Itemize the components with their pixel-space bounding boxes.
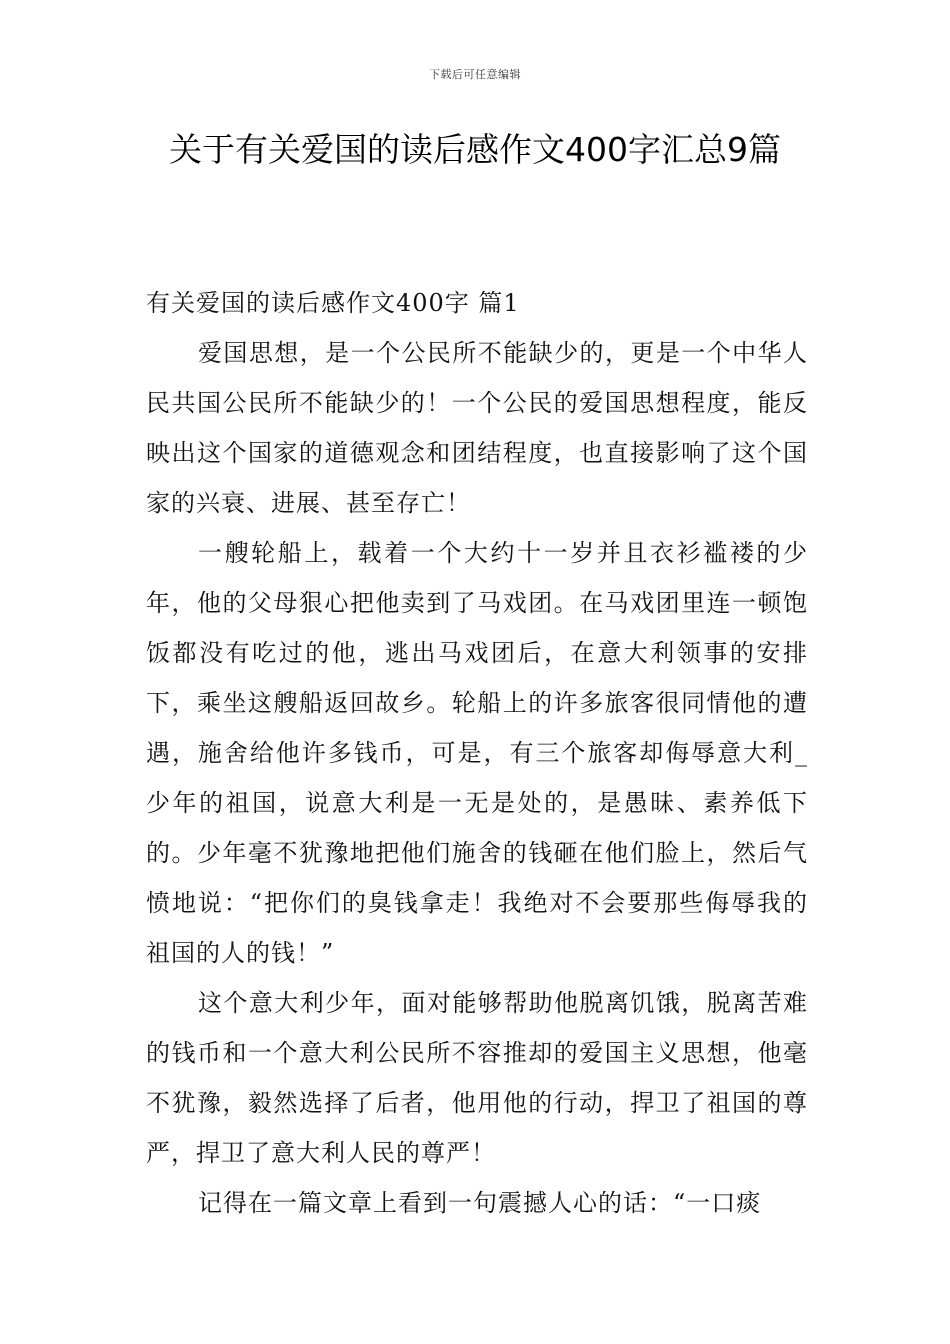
paragraph-3: 这个意大利少年，面对能够帮助他脱离饥饿，脱离苦难的钱币和一个意大利公民所不容推却的爱国主义思想，他毫不犹豫，毅然选择了后者，他用他的行动，捍卫了祖国的尊严，捍卫了意大利人民的尊严！ [146,989,808,1167]
paragraph-4: 记得在一篇文章上看到一句震撼人心的话：“一口痰 [198,1189,762,1217]
document-title: 关于有关爱国的读后感作文400字汇总9篇 [169,130,781,169]
paragraph-1: 爱国思想，是一个公民所不能缺少的，更是一个中华人民共国公民所不能缺少的！一个公民的爱国思想程度，能反映出这个国家的道德观念和团结程度，也直接影响了这个国家的兴衰、进展、甚至存亡！ [146,339,808,517]
page-header-note: 下载后可任意编辑 [429,68,521,81]
document-body [146,278,808,1228]
section-heading: 有关爱国的读后感作文400字 篇1 [146,289,520,317]
paragraph-2: 一艘轮船上，载着一个大约十一岁并且衣衫褴褛的少年，他的父母狠心把他卖到了马戏团。在马戏团里连一顿饱饭都没有吃过的他，逃出马戏团后，在意大利领事的安排下，乘坐这艘船返回故乡。轮船上的许多旅客很同情他的遭遇，施舍给他许多钱币，可是，有三个旅客却侮辱意大利_少年的祖国，说意大利是一无是处的，是愚昧、素养低下的。少年毫不犹豫地把他们施舍的钱砸在他们脸上，然后气愤地说：“把你们的臭钱拿走！我绝对不会要那些侮辱我的祖国的人的钱！” [146,539,808,967]
